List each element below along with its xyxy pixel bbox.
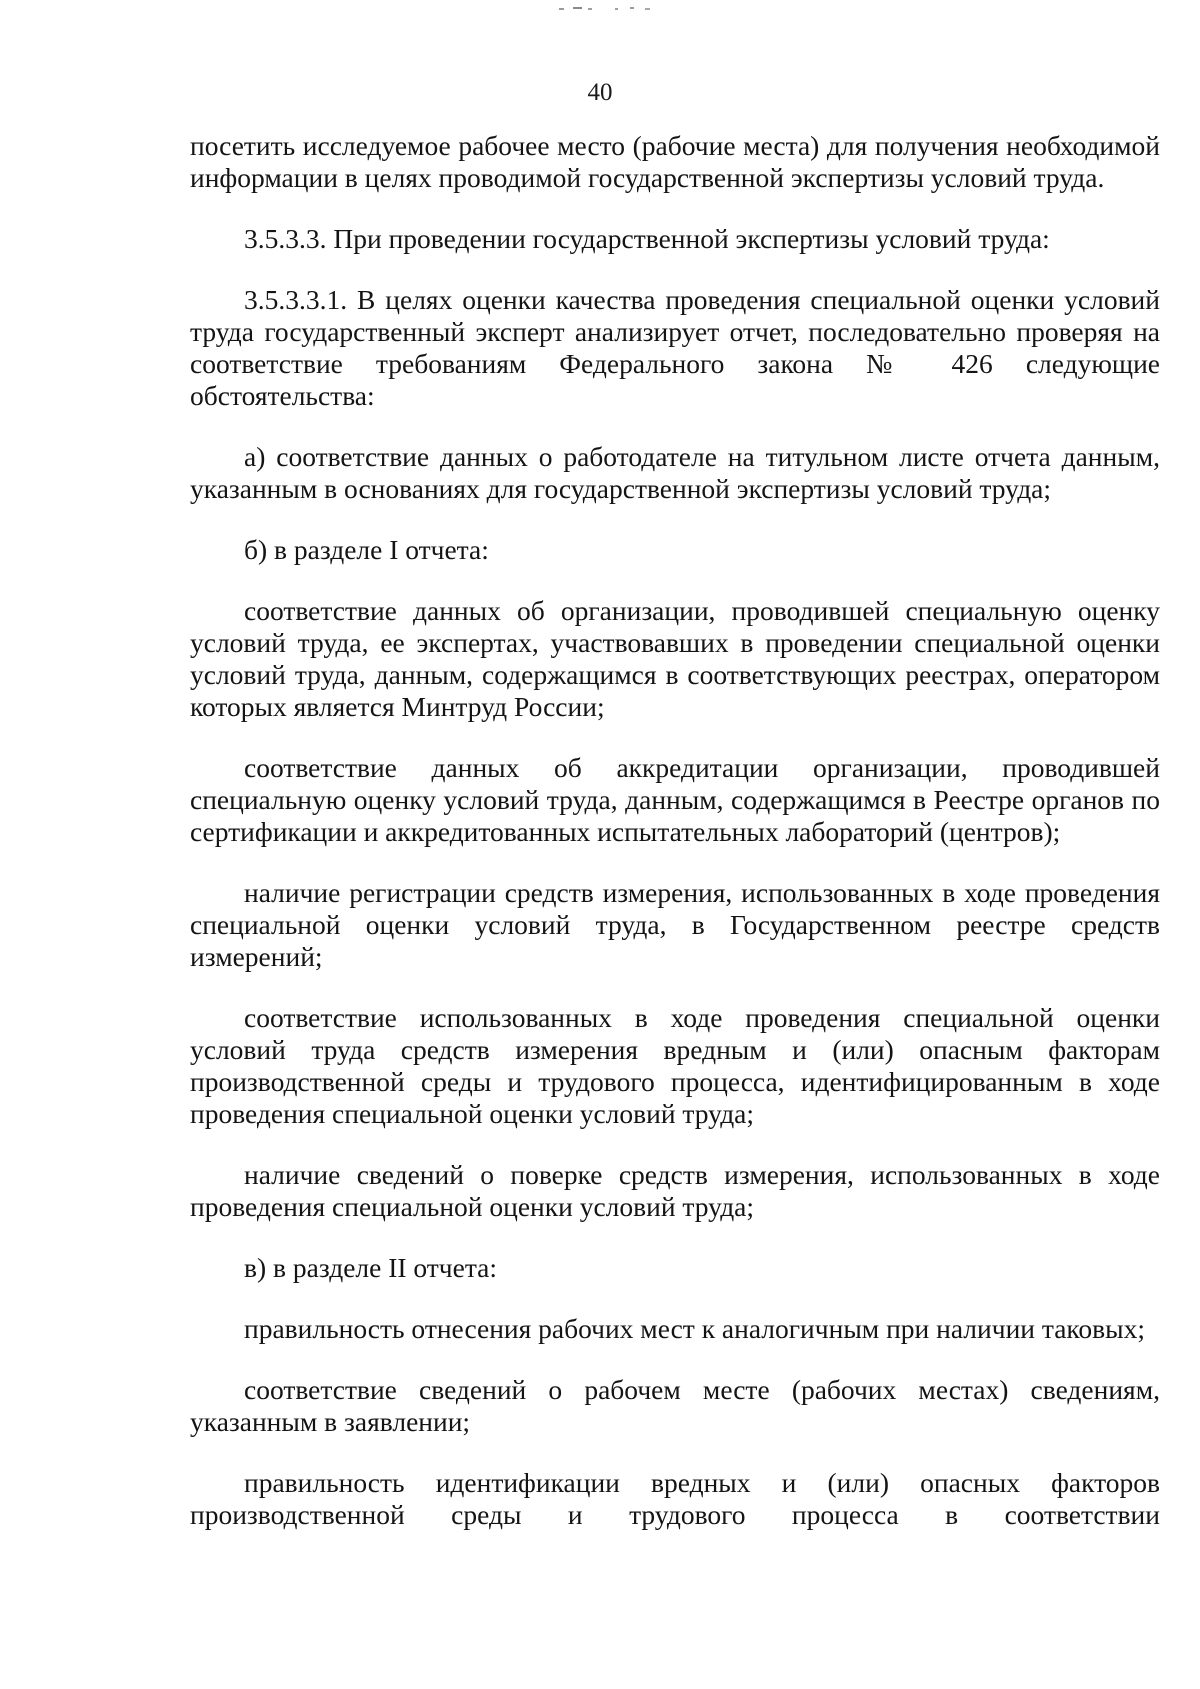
paragraph-measurement-conformity: соответствие использованных в ходе проведения специальной оценки условий труда средств измерения вредным и (или) опасным факторам производственной среды и трудового процесса, идентифицированным в ходе проведения специальной оценки условий труда;	[190, 1002, 1160, 1129]
document-body	[190, 130, 1160, 1560]
paragraph-item-b: б) в разделе I отчета:	[244, 534, 489, 565]
paragraph-item-a: а) соответствие данных о работодателе на титульном листе отчета данным, указанным в основаниях для государственной экспертизы условий труда;	[190, 441, 1160, 504]
paragraph-analogous-workplaces: правильность отнесения рабочих мест к аналогичным при наличии таковых;	[244, 1313, 1146, 1344]
paragraph-3-5-3-3: 3.5.3.3. При проведении государственной экспертизы условий труда:	[244, 223, 1050, 254]
paragraph-measurement-registration: наличие регистрации средств измерения, использованных в ходе проведения специальной оценки условий труда, в Государственном реестре средств измерений;	[190, 877, 1160, 972]
paragraph-calibration-info: наличие сведений о поверке средств измерения, использованных в ходе проведения специальной оценки условий труда;	[190, 1159, 1160, 1222]
paragraph-item-v: в) в разделе II отчета:	[244, 1252, 498, 1283]
paragraph-continuation: посетить исследуемое рабочее место (рабочие места) для получения необходимой информации в целях проводимой государственной экспертизы условий труда.	[190, 130, 1160, 193]
paragraph-accreditation-data: соответствие данных об аккредитации организации, проводившей специальную оценку условий труда, данным, содержащимся в Реестре органов по сертификации и аккредитованных испытательных лабораторий (центров);	[190, 752, 1160, 847]
paragraph-factor-identification: правильность идентификации вредных и (или) опасных факторов производственной среды и трудового процесса в соответствии	[190, 1467, 1160, 1530]
scan-artifact-marks	[555, 2, 675, 12]
paragraph-3-5-3-3-1: 3.5.3.3.1. В целях оценки качества проведения специальной оценки условий труда государственный эксперт анализирует отчет, последовательно проверяя на соответствие требованиям Федерального закона № 426 следующие обстоятельства:	[190, 284, 1160, 411]
paragraph-workplace-info: соответствие сведений о рабочем месте (рабочих местах) сведениям, указанным в заявлении;	[190, 1374, 1160, 1437]
paragraph-organization-data: соответствие данных об организации, проводившей специальную оценку условий труда, ее экспертах, участвовавших в проведении специальной оценки условий труда, данным, содержащимся в соответствующих реестрах, оператором которых является Минтруд России;	[190, 595, 1160, 722]
page-number: 40	[587, 79, 613, 106]
